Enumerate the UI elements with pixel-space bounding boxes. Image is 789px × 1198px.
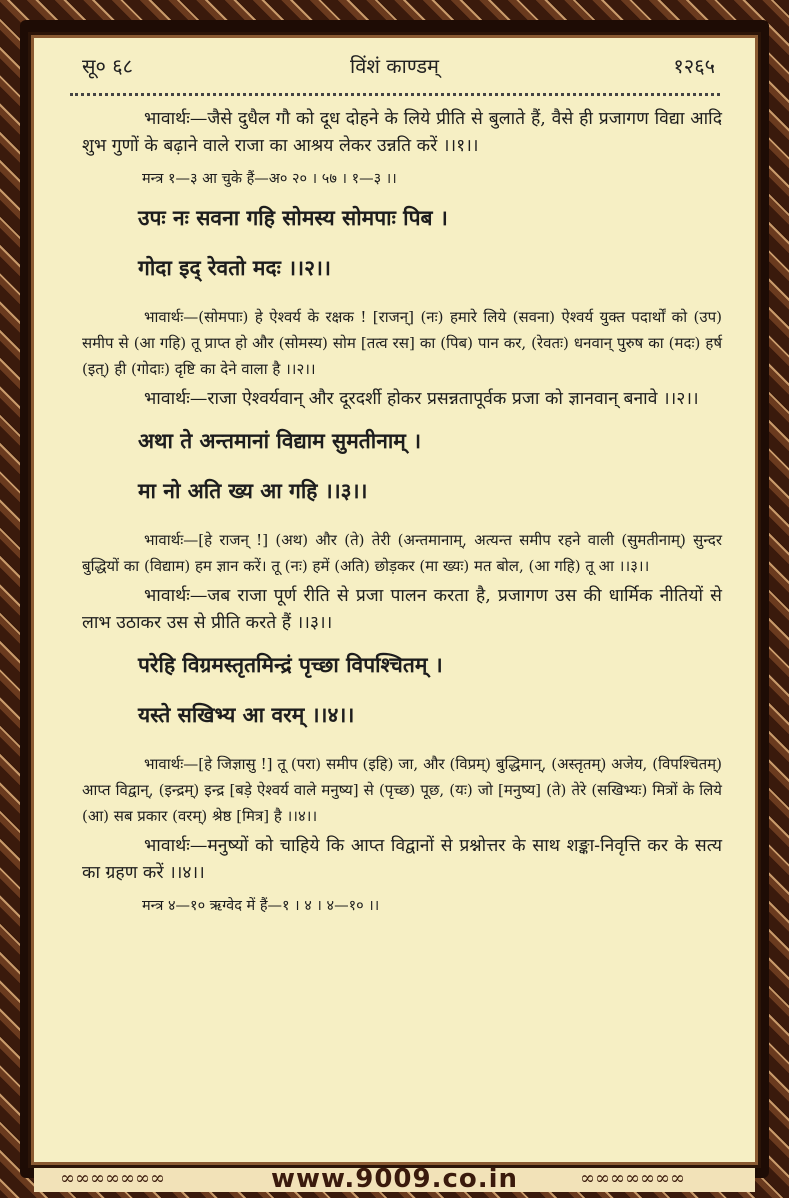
bhavarth-1: भावार्थः—जैसे दुधैल गौ को दूध दोहने के लिये प्रीति से बुलाते हैं, वैसे ही प्रजागण विद्या आदि शुभ गुणों के बढ़ाने वाले राजा का आश्रय लेकर उन्नति करें ।।१।। xyxy=(82,109,722,156)
kanda-title: विंशं काण्डम् xyxy=(350,54,439,78)
mantra-4-line-1: परेहि विग्रमस्तृतमिन्द्रं पृच्छा विपश्चितम् । xyxy=(138,652,443,677)
swirl-ornament-right: ∞∞∞∞∞∞∞ xyxy=(580,1168,685,1189)
bhavarth-4: भावार्थः—मनुष्यों को चाहिये कि आप्त विद्वानों से प्रश्नोत्तर के साथ शङ्का-निवृत्ति कर के सत्य का ग्रहण करें ।।४।। xyxy=(82,836,722,883)
reference-note-4: मन्त्र ४—१० ऋग्वेद में हैं—१ । ४ । ४—१० ।। xyxy=(142,898,380,914)
mantra-4-line-2: यस्ते सखिभ्य आ वरम् ।।४।। xyxy=(138,702,355,727)
mantra-3-line-1: अथा ते अन्तमानां विद्याम सुमतीनाम् । xyxy=(138,428,422,453)
mantra-2-line-2: गोदा इद् रेवतो मदः ।।२।। xyxy=(138,255,331,280)
padarth-3: भावार्थः—[हे राजन् !] (अथ) और (ते) तेरी (अन्तमानाम्, अत्यन्त समीप रहने वाली (सुमतीनाम्) सुन्दर बुद्धियों का (विद्याम) हम ज्ञान करें। तू (नः) हमें (अति) छोड़कर (मा ख्यः) मत बोल, (आ गहि) तू आ ।।३।। xyxy=(82,531,722,575)
page-header xyxy=(34,52,755,82)
mantra-3-line-2: मा नो अति ख्य आ गहि ।।३।। xyxy=(138,478,368,503)
header-divider xyxy=(70,93,720,96)
sukta-number: सू० ६८ xyxy=(82,54,134,78)
bhavarth-2: भावार्थः—राजा ऐश्वर्यवान् और दूरदर्शी होकर प्रसन्नतापूर्वक प्रजा को ज्ञानवान् बनावे ।।२।। xyxy=(144,389,699,409)
website-url[interactable]: www.9009.co.in xyxy=(270,1164,519,1194)
page-number: १२६५ xyxy=(673,54,715,78)
mantra-2-line-1: उपः नः सवना गहि सोमस्य सोमपाः पिब । xyxy=(138,205,448,230)
padarth-4: भावार्थः—[हे जिज्ञासु !] तू (परा) समीप (इहि) जा, और (विप्रम्) बुद्धिमान्, (अस्तृतम्) अजेय, (विपश्चितम्) आप्त विद्वान्, (इन्द्रम्) इन्द्र [बड़े ऐश्वर्य वाले मनुष्य] से (पृच्छ) पूछ, (यः) जो [मनुष्य] (ते) तेरे (सखिभ्यः) मित्रों के लिये (आ) सब प्रकार (वरम्) श्रेष्ठ [मित्र] है ।।४।। xyxy=(82,755,722,825)
page-body xyxy=(82,106,722,917)
padarth-2: भावार्थः—(सोमपाः) हे ऐश्वर्य के रक्षक ! [राजन्] (नः) हमारे लिये (सवना) ऐश्वर्य युक्त पदार्थों को (उप) समीप से (आ गहि) तू प्राप्त हो और (सोमस्य) सोम [तत्व रस] का (पिब) पान कर, (रेवतः) धनवान् पुरुष का (मदः) हर्ष (इत्) ही (गोदाः) दृष्टि का देने वाला है ।।२।। xyxy=(82,308,722,378)
bhavarth-3: भावार्थः—जब राजा पूर्ण रीति से प्रजा पालन करता है, प्रजागण उस की धार्मिक नीतियों से लाभ उठाकर उस से प्रीति करते हैं ।।३।। xyxy=(82,586,722,633)
swirl-ornament-left: ∞∞∞∞∞∞∞ xyxy=(60,1168,165,1189)
reference-note-1: मन्त्र १—३ आ चुके हैं—अ० २० । ५७ । १—३ ।। xyxy=(142,171,397,187)
